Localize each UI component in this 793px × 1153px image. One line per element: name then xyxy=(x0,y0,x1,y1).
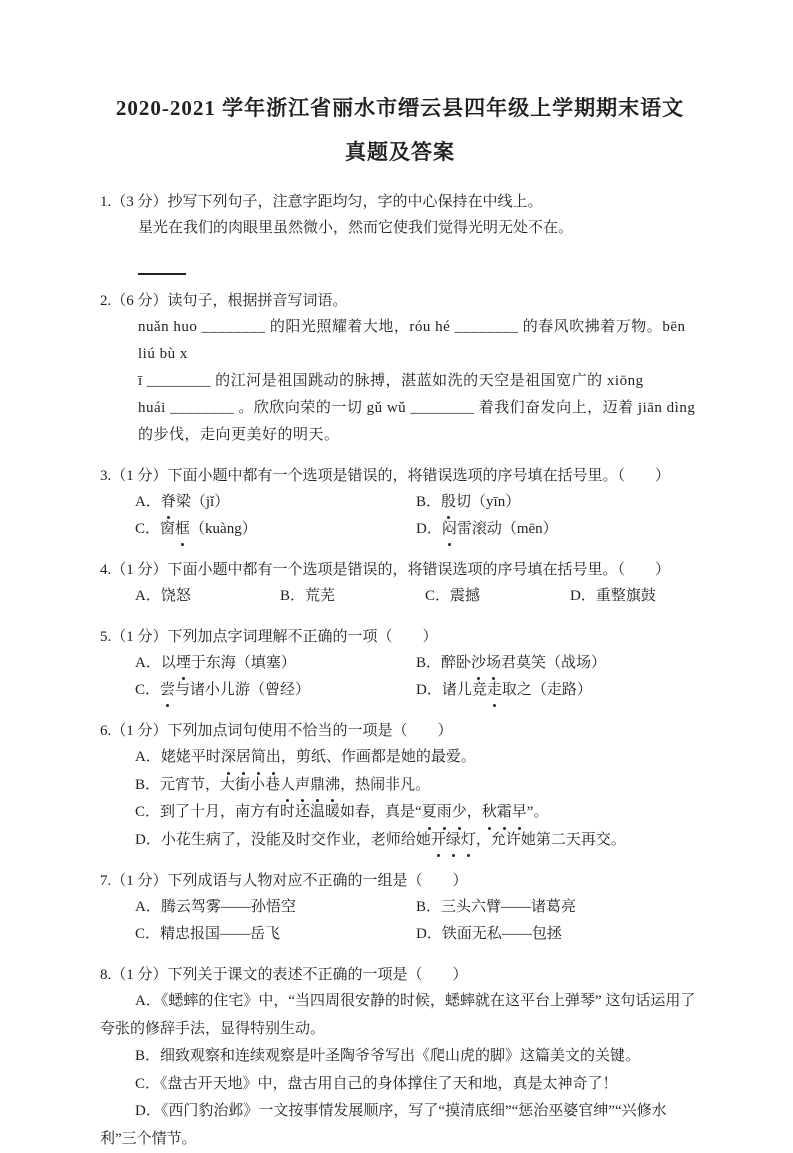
question-7 xyxy=(100,868,700,948)
option-b: B．三头六臂——诸葛亮 xyxy=(416,899,577,915)
question-7-stem: 7.（1 分）下列成语与人物对应不正确的一组是（ ） xyxy=(100,873,468,889)
option-a: A．以堙于东海（填塞） xyxy=(135,650,416,677)
option-b: B．殷切（yīn） xyxy=(416,489,520,516)
option-a: A．腾云驾雾——孙悟空 xyxy=(135,899,296,915)
option-d: D．诸儿竞走取之（走路） xyxy=(416,677,592,704)
option-b: B．醉卧沙场君莫笑（战场） xyxy=(416,650,606,677)
question-7-options-row-1 xyxy=(100,894,700,921)
option-a: A．《蟋蟀的住宅》中，“当四周很安静的时候，蟋蟀就在这平台上弹琴” 这句话运用了夸张的修辞手法，显得特别生动。 xyxy=(100,993,696,1037)
question-1 xyxy=(100,189,700,275)
question-2-stem: 2.（6 分）读句子，根据拼音写词语。 xyxy=(100,293,348,309)
option-c: C．窗框（kuàng） xyxy=(135,516,416,543)
option-d: D．闷雷滚动（mēn） xyxy=(416,516,558,543)
option-a: A．姥姥平时深居简出，剪纸、作画都是她的最爱。 xyxy=(100,744,700,772)
question-6 xyxy=(100,718,700,854)
option-d: D．重整旗鼓 xyxy=(570,588,656,604)
question-1-answer-blank xyxy=(138,272,186,275)
question-2-line: 的步伐，走向更美好的明天。 xyxy=(138,427,340,443)
question-8 xyxy=(100,962,700,1153)
option-b: B．荒芜 xyxy=(280,588,336,604)
option-d: D．铁面无私——包拯 xyxy=(416,926,562,942)
option-b: B．细致观察和连续观察是叶圣陶爷爷写出《爬山虎的脚》这篇美文的关键。 xyxy=(135,1048,641,1064)
question-4-options-row xyxy=(100,583,700,610)
option-b: B．元宵节，大街小巷人声鼎沸，热闹非凡。 xyxy=(100,772,700,800)
question-5-options-row-1 xyxy=(100,650,700,677)
question-3-options-row-1 xyxy=(100,489,700,516)
option-c: C．震撼 xyxy=(425,588,481,604)
question-2 xyxy=(100,288,700,449)
question-2-line: huái ________ 。欣欣向荣的一切 gǔ wǔ ________ 着我们奋发向上，迈着 jiān dìng xyxy=(138,400,696,416)
exam-content xyxy=(100,189,700,1153)
question-3-stem: 3.（1 分）下面小题中都有一个选项是错误的，将错误选项的序号填在括号里。（ ） xyxy=(100,468,671,484)
option-a: A．饶怒 xyxy=(135,588,191,604)
option-c: C．精忠报国——岳飞 xyxy=(135,926,281,942)
question-8-stem: 8.（1 分）下列关于课文的表述不正确的一项是（ ） xyxy=(100,967,468,983)
question-1-stem: 1.（3 分）抄写下列句子，注意字距均匀，字的中心保持在中线上。 xyxy=(100,194,543,210)
option-c: C．《盘古开天地》中，盘古用自己的身体撑住了天和地，真是太神奇了！ xyxy=(135,1075,618,1092)
question-1-sentence: 星光在我们的肉眼里虽然微小，然而它使我们觉得光明无处不在。 xyxy=(138,220,574,236)
page-title-line1: 2020-2021 学年浙江省丽水市缙云县四年级上学期期末语文 xyxy=(115,96,685,120)
question-4 xyxy=(100,557,700,610)
option-d: D．《西门豹治邺》一文按事情发展顺序，写了“摸清底细”“惩治巫婆官绅”“兴修水利”三个情节。 xyxy=(100,1103,667,1147)
question-7-options-row-2 xyxy=(100,921,700,948)
option-d: D．小花生病了，没能及时交作业，老师给她开绿灯，允许她第二天再交。 xyxy=(100,827,700,855)
option-c: C．尝与诸小儿游（曾经） xyxy=(135,677,416,704)
option-c: C．到了十月，南方有时还温暖如春，真是“夏雨少，秋霜早”。 xyxy=(100,799,700,827)
page-title xyxy=(100,93,700,167)
option-a: A．脊梁（jǐ） xyxy=(135,489,416,516)
question-6-stem: 6.（1 分）下列加点词句使用不恰当的一项是（ ） xyxy=(100,723,453,739)
page-title-line2: 真题及答案 xyxy=(345,140,455,164)
question-3-options-row-2 xyxy=(100,516,700,543)
question-2-line: nuǎn huo ________ 的阳光照耀着大地，róu hé ________ 的春风吹拂着万物。bēn liú bù x xyxy=(138,319,686,362)
question-4-stem: 4.（1 分）下面小题中都有一个选项是错误的，将错误选项的序号填在括号里。（ ） xyxy=(100,562,671,578)
question-3 xyxy=(100,463,700,543)
question-5-stem: 5.（1 分）下列加点字词理解不正确的一项（ ） xyxy=(100,629,438,645)
question-2-line: ī ________ 的江河是祖国跳动的脉搏，湛蓝如洗的天空是祖国宽广的 xiōng xyxy=(138,373,644,389)
question-5-options-row-2 xyxy=(100,677,700,704)
question-5 xyxy=(100,624,700,704)
